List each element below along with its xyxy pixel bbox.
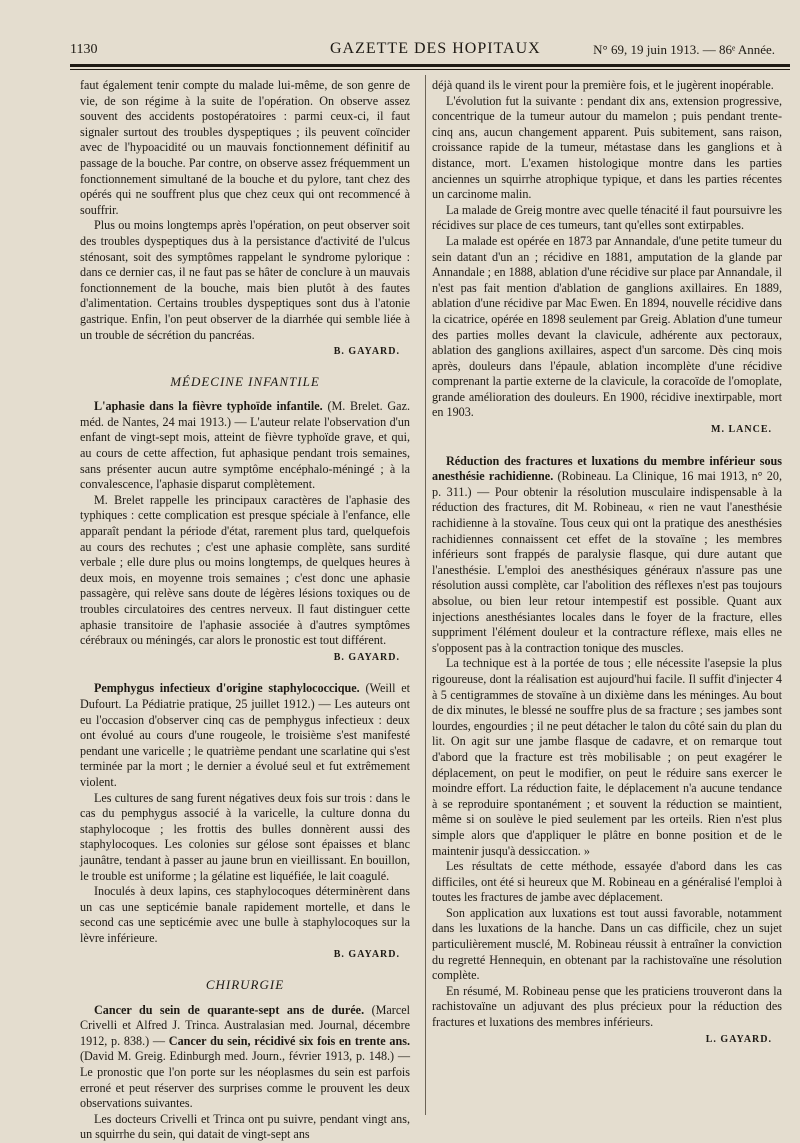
paragraph: Plus ou moins longtemps après l'opération, on peut observer soit des troubles dyspeptiques dus à la persistance d'activité de l'ulcus sténosant, soit des symptômes rappelant le syndrome pylorique : dans ce dernier cas, il ne faut pas se hâter de conclure à un mauvais fonctionnement de la bouche, mais bien plutôt à des fautes d'alimentation. Certains troubles dyspeptiques sont dus à l'atonie gastrique. Enfin, l'on peut observer de la diarrhée qui semble liée à un trouble de sécrétion du pancréas. — [80, 218, 410, 342]
article-title: Pemphygus infectieux d'origine staphylococcique. — [94, 681, 360, 696]
article-title: Cancer du sein de quarante-sept ans de durée. — [94, 1002, 365, 1017]
article-intro — [432, 454, 782, 657]
author-signature: B. GAYARD. — [333, 346, 400, 358]
article-reference: (David M. Greig. Edinburgh med. Journ., février 1913, p. 148.) — Le pronostic que l'on porte sur les néoplasmes du sein est parfois erroné et peut réserver des surprises comme le prouvent les deux observations suivantes. — [80, 1049, 410, 1111]
author-signature: M. LANCE. — [711, 424, 772, 436]
paragraph: Inoculés à deux lapins, ces staphylocoques déterminèrent dans un cas une septicémie banale rapidement mortelle, et dans le second cas une septicémie avec une bulle à staphylocoques sur la lèvre inférieure. — [80, 884, 410, 945]
paragraph: Les cultures de sang furent négatives deux fois sur trois : dans le cas du pemphygus associé à la varicelle, la culture donna du staphylocoque ; les frottis des bulles donnèrent aussi des staphylocoques. Les colonies sur gélose sont épaisses et blanc jaunâtre, tendant à passer au jaune brun en vieillissant. En bouillon, le trouble est uniforme ; la gélatine est liquéfiée, le lait coagulé. — [80, 790, 410, 883]
journal-title: GAZETTE DES HOPITAUX — [330, 40, 541, 57]
paragraph: faut également tenir compte du malade lui-même, de son genre de vie, de son régime à la suite de l'opération. On observe assez souvent des accidents postopératoires : parmi ceux-ci, il faut signaler surtout des troubles dyspeptiques ; ils peuvent coïncider avec de l'hypoacidité ou un mauvais fonctionnement définitif au passage de la bouche. Par contre, on observe assez fréquemment un fonctionnement simultané de la bouche et du pylore, tant chez des opérés qui ne souffrent plus que chez ceux qui ont recommencé à souffrir. — [80, 78, 410, 217]
article-intro — [80, 399, 410, 493]
left-column — [80, 78, 410, 1143]
page-header — [60, 34, 775, 62]
article-intro — [80, 681, 410, 790]
article-reference: (Marcel Crivelli et Alfred J. Trinca. Australasian med. Journal, décembre 1912, p. 838.) — — [80, 1002, 410, 1048]
paragraph: M. Brelet rappelle les principaux caractères de l'aphasie des typhiques : cette complication est presque spéciale à l'enfance, elle apparaît pendant la période d'état, rarement plus tard, quelquefois au cours des rechutes ; c'est une aphasie complète, sans surdité verbale ; elle dure plus ou moins longtemps, de quelques heures à deux mois, en moyenne trois semaines ; c'est donc une aphasie passagère, qui relève sans doute de légères lésions toxiques ou de troubles circulatoires des centres nerveux. Il faut distinguer cette aphasie transitoire de l'aphasie associée à d'autres symptômes cérébraux ou méningés, car alors le pronostic est tout différent. — [80, 492, 410, 648]
paragraph: La technique est à la portée de tous ; elle nécessite l'asepsie la plus rigoureuse, dont la réalisation est aujourd'hui facile. Il suffit d'injecter 4 à 5 centigrammes de stovaïne à un dixième dans les méninges. Au bout de dix minutes, le blessé ne souffre plus de sa fracture ; ses jambes sont lourdes, engourdies ; il ne peut détacher le talon du côté sain du plan du lit. On agit sur une jambe flasque de cadavre, et on remarque tout d'abord que la fracture est très mobilisable ; on peut exagérer le déplacement, on peut le modifier, on peut le réduire sans exercer le moindre effort. La réduction faite, le déplacement n'a aucune tendance à se reproduire spontanément ; et souvent la réduction se maintient, même si on soulève le pied seulement par les orteils. Rien n'est plus simple alors que d'appliquer le plâtre en bonne position et de le maintenir jusqu'à dessiccation. » — [432, 656, 782, 858]
issue-info: N° 69, 19 juin 1913. — 86ᵉ Année. — [593, 42, 775, 57]
article-title: Réduction des fractures et luxations du membre inférieur sous anesthésie rachidienne. — [432, 453, 782, 484]
column-divider — [425, 75, 426, 1115]
article-title: L'aphasie dans la fièvre typhoïde infantile. — [94, 399, 323, 414]
author-signature: L. GAYARD. — [705, 1033, 772, 1045]
paragraph: En résumé, M. Robineau pense que les praticiens trouveront dans la rachistovaïne un adjuvant des plus précieux pour la réduction des fractures et luxations des membres inférieurs. — [432, 983, 782, 1030]
paragraph: Les résultats de cette méthode, essayée d'abord dans les cas difficiles, ont été si heureux que M. Robineau en a généralisé l'emploi à toutes les fractures de jambe avec déplacement. — [432, 859, 782, 905]
article-reference: (Weill et Dufourt. La Pédiatrie pratique, 25 juillet 1912.) — Les auteurs ont eu l'occasion d'observer cinq cas de pemphygus infectieux : deux ont évolué au cours d'une rougeole, le troisième s'est manifesté pendant une varicelle ; le quatrième pendant une scarlatine qui s'est terminée par la mort ; le dernier a évolué seul et fut extrêmement violent. — [80, 681, 410, 789]
section-title: MÉDECINE INFANTILE — [170, 373, 320, 389]
paragraph: L'évolution fut la suivante : pendant dix ans, extension progressive, concentrique de la tumeur autour du mamelon ; puis pendant trente-cinq ans, aucun changement apparent. Puis subitement, sans raison, croissance rapide de la tumeur, métastase dans les ganglions et à distance, mort. L'examen histologique montre dans les parties anciennes un squirrhe atrophique typique, et dans les parties récentes un carcinome malin. — [432, 93, 782, 202]
section-title: CHIRURGIE — [205, 977, 285, 993]
paragraph: La malade est opérée en 1873 par Annandale, d'une petite tumeur du sein datant d'un an ; récidive en 1881, amputation de la glande par Annandale ; en 1888, ablation d'une récidive sur place par Annandale, il n'est pas fait mention d'ablation de ganglions axillaires. En 1889, ablation d'une récidive par Mac Ewen. En 1894, nouvelle récidive dans la cicatrice, opérée en 1898 seulement par Greig. Ablation d'une tumeur des parties molles devant la clavicule, adhérente aux pectoraux, ablation des ganglions axillaires, aspect d'un sarcome. Dès cinq mois après, douleurs dans l'épaule, ablation incomplète d'une récidive comprenant la partie externe de la clavicule, la coracoïde de l'omoplate, grande amélioration des douleurs. En 1900, récidive inextirpable, mort en 1903. — [432, 233, 782, 420]
article-intro — [80, 1003, 410, 1112]
author-signature: B. GAYARD. — [333, 949, 400, 961]
article-reference: (Robineau. La Clinique, 16 mai 1913, n° 20, p. 311.) — Pour obtenir la résolution musculaire indispensable à la réduction des fractures, dit M. Robineau, « rien ne vaut l'anesthésie rachidienne à la stovaïne. Tous ceux qui ont la pratique des anesthésies rachidiennes connaissent cet effet de la stovaïne ; les membres inférieurs sont frappés de paralysie flasque, qui dure autant que l'anesthésie. L'emploi des anesthésiques généraux n'assure pas une résolution aussi complète, car l'abolition des réflexes n'est pas toujours absolue, ou bien leur retour intempestif est possible. Quant aux injections anesthésiantes locales dans le foyer de la fracture, elles suppriment l'élément douleur et la contracture réflexe, mais elles ne s'opposent pas à la contraction tonique des muscles. — [432, 469, 782, 655]
header-rule-thick — [70, 64, 790, 67]
article-title: Cancer du sein, récidivé six fois en trente ans. — [168, 1033, 410, 1048]
paragraph: déjà quand ils le virent pour la première fois, et le jugèrent inopérable. — [432, 78, 774, 92]
right-column — [432, 78, 782, 1053]
header-rule-thin — [70, 69, 790, 70]
author-signature: B. GAYARD. — [333, 651, 400, 663]
paragraph: Les docteurs Crivelli et Trinca ont pu suivre, pendant vingt ans, un squirrhe du sein, qui datait de vingt-sept ans — [80, 1111, 410, 1142]
article-reference: (M. Brelet. Gaz. méd. de Nantes, 24 mai 1913.) — L'auteur relate l'observation d'un enfant de vingt-sept mois, atteint de fièvre typhoïde grave, et qui, au cours de cette affection, fut aphasique pendant trois semaines, sans présenter aucun autre symptôme encéphalo-méningé ; à la convalescence, l'aphasie disparut complètement. — [80, 399, 410, 492]
paragraph: La malade de Greig montre avec quelle ténacité il faut poursuivre les récidives sur place de ces tumeurs, tant qu'elles sont extirpables. — [432, 202, 782, 233]
paragraph: Son application aux luxations est tout aussi favorable, notamment dans les luxations de la hanche. Dans un cas difficile, chez un sujet particulièrement musclé, M. Robineau réussit à entraîner la conviction du regretté Hennequin, en obtenant par la rachistovaïne une résolution complète. — [432, 905, 782, 983]
page-number: 1130 — [70, 42, 98, 57]
